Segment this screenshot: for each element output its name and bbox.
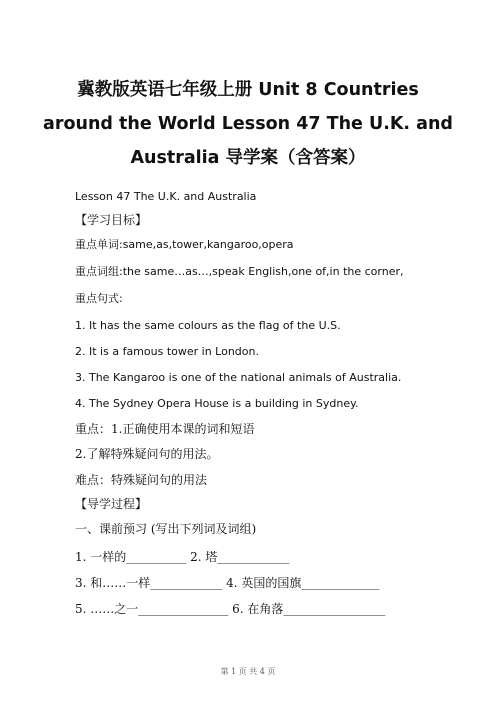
sentence-1: 1. It has the same colours as the flag of the U.S. [75,319,341,332]
preview-instruction: 一、课前预习 (写出下列词及词组) [75,522,257,536]
sentence-2: 2. It is a famous tower in London. [75,345,259,358]
process-heading: 【导学过程】 [75,497,148,511]
lesson-line: Lesson 47 The U.K. and Australia [75,190,257,203]
objectives-heading: 【学习目标】 [75,213,148,227]
page-number: 第 1 页 共 4 页 [220,667,276,676]
document-title-line-1: 冀教版英语七年级上册 Unit 8 Countries [77,80,419,100]
document-title-line-3: Australia 导学案（含答案） [130,148,366,168]
sentence-3: 3. The Kangaroo is one of the national animals of Australia. [75,371,402,384]
focus-line: 重点：1.正确使用本课的词和短语 [75,422,255,436]
exercise-row-1: 1. 一样的__________ 2. 塔____________ [75,550,290,564]
document-title-line-2: around the World Lesson 47 The U.K. and [43,114,453,134]
exercise-row-3: 5. ……之一_______________ 6. 在角落_________________ [75,602,386,616]
exercise-row-2: 3. 和……一样____________ 4. 英国的国旗_____________ [75,576,380,590]
key-sentences-heading: 重点句式: [75,292,123,305]
focus-line-2: 2.了解特殊疑问句的用法。 [75,447,219,461]
key-phrases: 重点词组:the same…as…,speak English,one of,in the corner, [75,265,404,278]
sentence-4: 4. The Sydney Opera House is a building in Sydney. [75,397,359,410]
difficulty-line: 难点：特殊疑问句的用法 [75,473,208,487]
key-words: 重点单词:same,as,tower,kangaroo,opera [75,238,294,251]
